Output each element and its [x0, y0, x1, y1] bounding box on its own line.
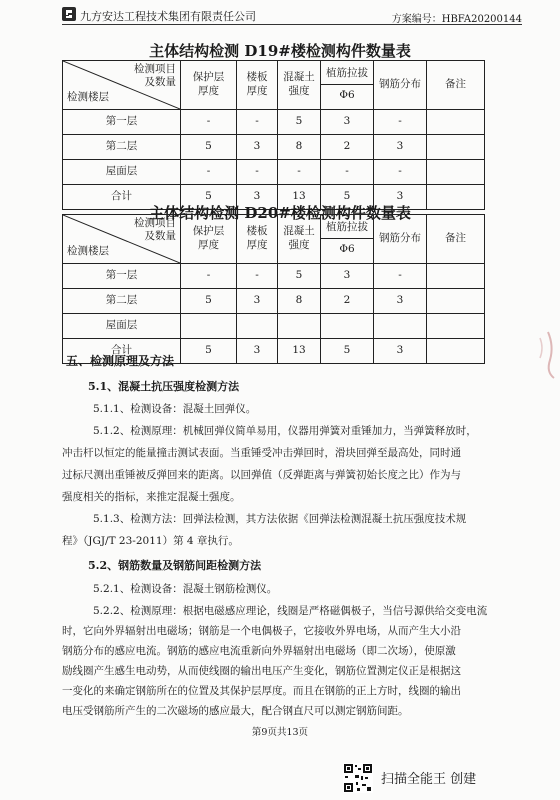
diagonal-header-cell: [63, 61, 181, 110]
table-row: [63, 135, 485, 160]
table-cell: 13: [278, 185, 321, 210]
column-header: 植筋拉拔 Φ6: [321, 215, 374, 264]
column-header: 钢筋分布: [374, 215, 427, 264]
table-row: [63, 264, 485, 289]
table-cell: 2: [321, 289, 374, 314]
table-cell: -: [374, 160, 427, 185]
table-row: [63, 160, 485, 185]
table-cell: 3: [321, 264, 374, 289]
table-cell: 3: [374, 339, 427, 364]
paragraph-line: 5.2.2、检测原理：根据电磁感应理论，线圈是严格磁偶极子，当信号源供给交变电流: [93, 605, 488, 617]
table-cell: [278, 314, 321, 339]
table-cell: -: [237, 110, 278, 135]
scanner-watermark: 扫描全能王 创建: [381, 772, 477, 787]
table-cell: 3: [237, 339, 278, 364]
table-cell: -: [374, 264, 427, 289]
column-header: 楼板 厚度: [237, 61, 278, 110]
table-cell: [427, 135, 485, 160]
paragraph-line: 5.1.2、检测原理：机械回弹仪简单易用，仪器用弹簧对重锤加力，当弹簧释放时，: [93, 425, 477, 437]
paragraph-line: 过标尺测出重锤被反弹回来的距离。以回弹值（反弹距离与弹簧初始长度之比）作为与: [62, 469, 461, 481]
table-cell: -: [181, 160, 237, 185]
table-cell: 13: [278, 339, 321, 364]
paragraph-line: 5.1.1、检测设备：混凝土回弹仪。: [93, 403, 257, 415]
table-header-row: [63, 215, 485, 264]
row-label: 屋面层: [63, 314, 181, 339]
column-header: 保护层 厚度: [181, 215, 237, 264]
page-number: 第9页共13页: [251, 727, 309, 738]
paragraph-line: 冲击杆以恒定的能量撞击测试表面。当重锤受冲击弹回时，滑块回弹至最高处，同时通: [62, 447, 461, 459]
diagonal-header-cell: [63, 215, 181, 264]
table-cell: 3: [374, 289, 427, 314]
paragraph-line: 一变化的来确定钢筋所在的位置及其保护层厚度。而且在钢筋的正上方时，线圈的输出: [62, 685, 461, 697]
table-cell: -: [278, 160, 321, 185]
table-cell: -: [237, 264, 278, 289]
row-label: 第一层: [63, 264, 181, 289]
table-cell: 5: [181, 185, 237, 210]
table-cell: [237, 314, 278, 339]
table-title: 主体结构检测 D20#楼检测构件数量表: [149, 204, 411, 222]
sub-header: Φ6: [339, 242, 355, 255]
table-cell: 8: [278, 289, 321, 314]
table-cell: 8: [278, 135, 321, 160]
table-cell: -: [321, 160, 374, 185]
table-cell: [427, 264, 485, 289]
diagonal-bottom-label: 检测楼层: [67, 91, 109, 104]
document-number: 方案编号：HBFA20200144: [391, 14, 522, 25]
column-header: 钢筋分布: [374, 61, 427, 110]
table-cell: [427, 160, 485, 185]
diagonal-bottom-label: 检测楼层: [67, 245, 109, 258]
column-header: 植筋拉拔 Φ6: [321, 61, 374, 110]
paragraph-line: 强度相关的指标，来推定混凝土强度。: [62, 491, 241, 503]
table-row: [63, 314, 485, 339]
row-label: 合计: [63, 339, 181, 364]
column-header: 混凝土 强度: [278, 61, 321, 110]
row-label: 第二层: [63, 135, 181, 160]
table-cell: 5: [278, 264, 321, 289]
paragraph-line: 电压受钢筋所产生的二次磁场的感应最大，配合钢直尺可以测定钢筋间距。: [62, 705, 409, 717]
subsection-heading: 5.2、钢筋数量及钢筋间距检测方法: [88, 559, 262, 572]
diagonal-top-label: 检测项目 及数量: [134, 63, 176, 89]
table-cell: 5: [181, 339, 237, 364]
column-header: 保护层 厚度: [181, 61, 237, 110]
table-row: [63, 110, 485, 135]
table-cell: 3: [237, 185, 278, 210]
paragraph-line: 励线圈产生感生电动势，从而使线圈的输出电压产生变化，钢筋位置测定仪正是根据这: [62, 665, 461, 677]
row-label: 合计: [63, 185, 181, 210]
paragraph-line: 钢筋分布的感应电流。钢筋的感应电流重新向外界辐射出电磁场（即二次场），使原激: [62, 645, 456, 657]
table-title: 主体结构检测 D19#楼检测构件数量表: [149, 42, 411, 60]
diagonal-top-label: 检测项目 及数量: [134, 217, 176, 243]
table-cell: [181, 314, 237, 339]
subsection-heading: 5.1、混凝土抗压强度检测方法: [88, 380, 240, 393]
table-cell: 5: [321, 185, 374, 210]
paragraph-line: 程》（JGJ/T 23-2011）第 4 章执行。: [62, 535, 239, 547]
table-cell: 3: [374, 135, 427, 160]
table-cell: -: [181, 264, 237, 289]
row-label: 第一层: [63, 110, 181, 135]
count-table: [62, 214, 485, 364]
table-cell: 5: [321, 339, 374, 364]
table-header-row: [63, 61, 485, 110]
row-label: 屋面层: [63, 160, 181, 185]
section-heading: 五、检测原理及方法: [66, 354, 175, 368]
page-header: [62, 6, 522, 25]
table-cell: 3: [237, 135, 278, 160]
table-cell: 2: [321, 135, 374, 160]
table-cell: [427, 339, 485, 364]
paragraph-line: 5.1.3、检测方法：回弹法检测，其方法依据《回弹法检测混凝土抗压强度技术规: [93, 513, 467, 525]
table-cell: -: [374, 110, 427, 135]
qr-code-icon: [343, 763, 373, 793]
table-cell: [374, 314, 427, 339]
table-cell: [427, 289, 485, 314]
table-row: [63, 289, 485, 314]
count-table: [62, 60, 485, 210]
table-cell: 3: [237, 289, 278, 314]
column-header: 备注: [427, 215, 485, 264]
table-cell: 5: [181, 135, 237, 160]
column-header: 备注: [427, 61, 485, 110]
table-cell: 3: [321, 110, 374, 135]
row-label: 第二层: [63, 289, 181, 314]
table-cell: [427, 110, 485, 135]
table-cell: -: [181, 110, 237, 135]
paragraph-line: 5.2.1、检测设备：混凝土钢筋检测仪。: [93, 583, 278, 595]
table-cell: [427, 314, 485, 339]
table-cell: -: [237, 160, 278, 185]
company-logo-icon: [62, 7, 76, 21]
table-cell: 5: [278, 110, 321, 135]
table-cell: 5: [181, 289, 237, 314]
company-name: 九方安达工程技术集团有限责任公司: [80, 10, 256, 23]
sub-header: Φ6: [339, 88, 355, 101]
table-cell: [321, 314, 374, 339]
table-cell: 3: [374, 185, 427, 210]
column-header: 楼板 厚度: [237, 215, 278, 264]
stamp-mark: [518, 330, 558, 380]
column-header: 混凝土 强度: [278, 215, 321, 264]
paragraph-line: 时，它向外界辐射出电磁场；钢筋是一个电偶极子，它接收外界电场，从而产生大小沿: [62, 625, 461, 637]
